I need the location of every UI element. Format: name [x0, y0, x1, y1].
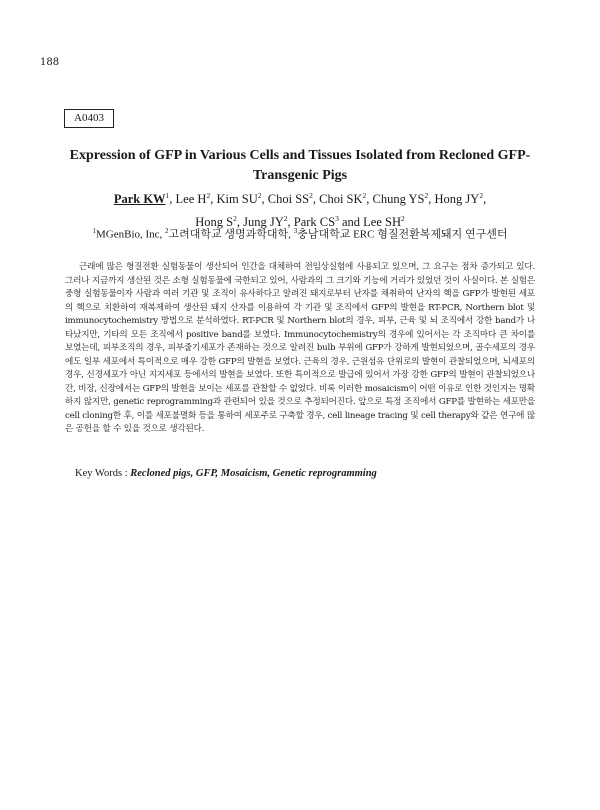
author-affiliation-mark: 2	[424, 191, 429, 200]
author-name: Choi SS	[267, 192, 310, 207]
keywords-line	[75, 467, 535, 481]
author-name: Lee SH	[363, 215, 401, 230]
affiliation-mark: 1	[92, 227, 96, 235]
author-entry	[114, 192, 169, 206]
author-affiliation-mark: 2	[309, 191, 313, 200]
author-entry	[176, 192, 211, 206]
paper-title: Expression of GFP in Various Cells and Tissues Isolated from Recloned GFP-Transgenic Pigs	[69, 148, 531, 183]
affiliation-text: 고려대학교 생명과학대학,	[168, 228, 294, 241]
author-affiliation-mark: 2	[206, 191, 211, 200]
author-entry	[268, 192, 313, 206]
author-entry	[216, 192, 261, 206]
author-list: Park $KW^1$, Lee $H^2$, Kim $SU^2$, Choi $SS^2$, Choi $SK^2$, Chung $YS^2$, Hong $JY^2$, Hong $S^2$, Jung $JY^2$, Park $CS^3$ and Lee $SH^2$	[113, 191, 487, 230]
author-name: Choi SK	[319, 192, 363, 207]
author-affiliation-mark: 2	[283, 214, 288, 224]
author-entry	[319, 192, 366, 206]
abstract-id-box: A0403	[64, 109, 114, 128]
author-affiliation-mark: 3	[335, 214, 339, 224]
author-name: Hong S	[195, 215, 234, 230]
affiliation-text: 충남대학교 ERC 형질전환복제돼지 연구센터	[297, 228, 508, 241]
author-name: Park KW	[113, 192, 166, 207]
author-entry	[435, 192, 484, 206]
author-affiliation-mark: 2	[362, 191, 367, 200]
keywords-values: Recloned pigs, GFP, Mosaicism, Genetic reprogramming	[130, 468, 377, 479]
author-name: Hong JY	[434, 192, 480, 207]
author-affiliation-mark: 1	[165, 191, 170, 200]
author-name: Kim SU	[216, 192, 258, 207]
author-name: Chung YS	[372, 192, 425, 207]
affiliation-mark: 3	[293, 227, 298, 235]
author-name: Park CS	[293, 215, 336, 230]
affiliation-text: MGenBio, Inc,	[96, 228, 166, 241]
affiliation-list	[60, 224, 540, 242]
author-entry	[373, 192, 429, 206]
author-affiliation-mark: 2	[257, 191, 262, 200]
keywords-label: Key Words :	[75, 468, 131, 479]
author-affiliation-mark: 2	[479, 191, 484, 200]
affiliation-mark: 2	[165, 227, 169, 235]
author-name: Jung JY	[243, 215, 284, 230]
page-number: 188	[40, 57, 60, 68]
author-name: Lee H	[175, 192, 207, 207]
author-affiliation-mark: 2	[233, 214, 237, 224]
author-affiliation-mark: 2	[400, 214, 405, 224]
abstract-body: 근래에 많은 형질전환 실험동물이 생산되어 인간을 대체하여 전임상실험에 사용되고 있으며, 그 요구는 점차 증가되고 있다. 그러나 지금까지 생산된 것은 소형 실험동물에 국한되고 있어, 사람과의 그 크기와 기능에 거리가 있었던 것이 사실이다. 본 실험은 중형 실험동물이자 사람과 여러 기관 및 조직이 유사하다고 알려진 돼지로부터 난자를 채취하여 난자의 핵을 GFP가 발현된 세포의 핵으로 치환하여 재복제하여 생산된 돼지 산자를 이용하여 각 기관 및 조직에서 GFP의 발현을 RT-PCR, Northern blot 및 immunocytochemistry 방법으로 분석하였다. RT-PCR 및 Northern blot의 경우, 피부, 근육 및 뇌 조직에서 강한 band가 나타났지만, 기타의 모든 조직에서 positive band를 보였다. Immunocytochemistry의 경우에 있어서는 각 조직마다 큰 차이를 보였는데, 피부조직의 경우, 피부줄기세포가 존재하는 것으로 알려진 bulb 부위에 GFP가 강하게 발현되었으며, 골수세포의 경우에도 일부 세포에서 특이적으로 매우 강한 GFP의 발현을 보였다. 근육의 경우, 근원섬유 단위로의 발현이 관찰되었으며, 뇌세포의 경우, 신경세포가 아닌 지지세포 등에서의 발현을 보였다. 또한 특이적으로 발급에 있어서 가장 강한 GFP의 발현이 관찰되었으나 간, 비장, 신장에서는 GFP의 발현을 보이는 세포를 관찰할 수 없었다. 비록 이러한 mosaicism이 어떤 이유로 인한 것인지는 명확하지 않지만, genetic reprogramming과 관련되어 있을 것으로 추정되어진다. 앞으로 특정 조직에서 GFP를 발현하는 세포만을 cell cloning한 후, 이를 세포불멸화 등을 통하여 세포주로 구축할 경우, cell lineage tracing 및 cell therapy와 같은 연구에 많은 공헌을 할 수 있을 것으로 생각된다.	[65, 262, 535, 434]
